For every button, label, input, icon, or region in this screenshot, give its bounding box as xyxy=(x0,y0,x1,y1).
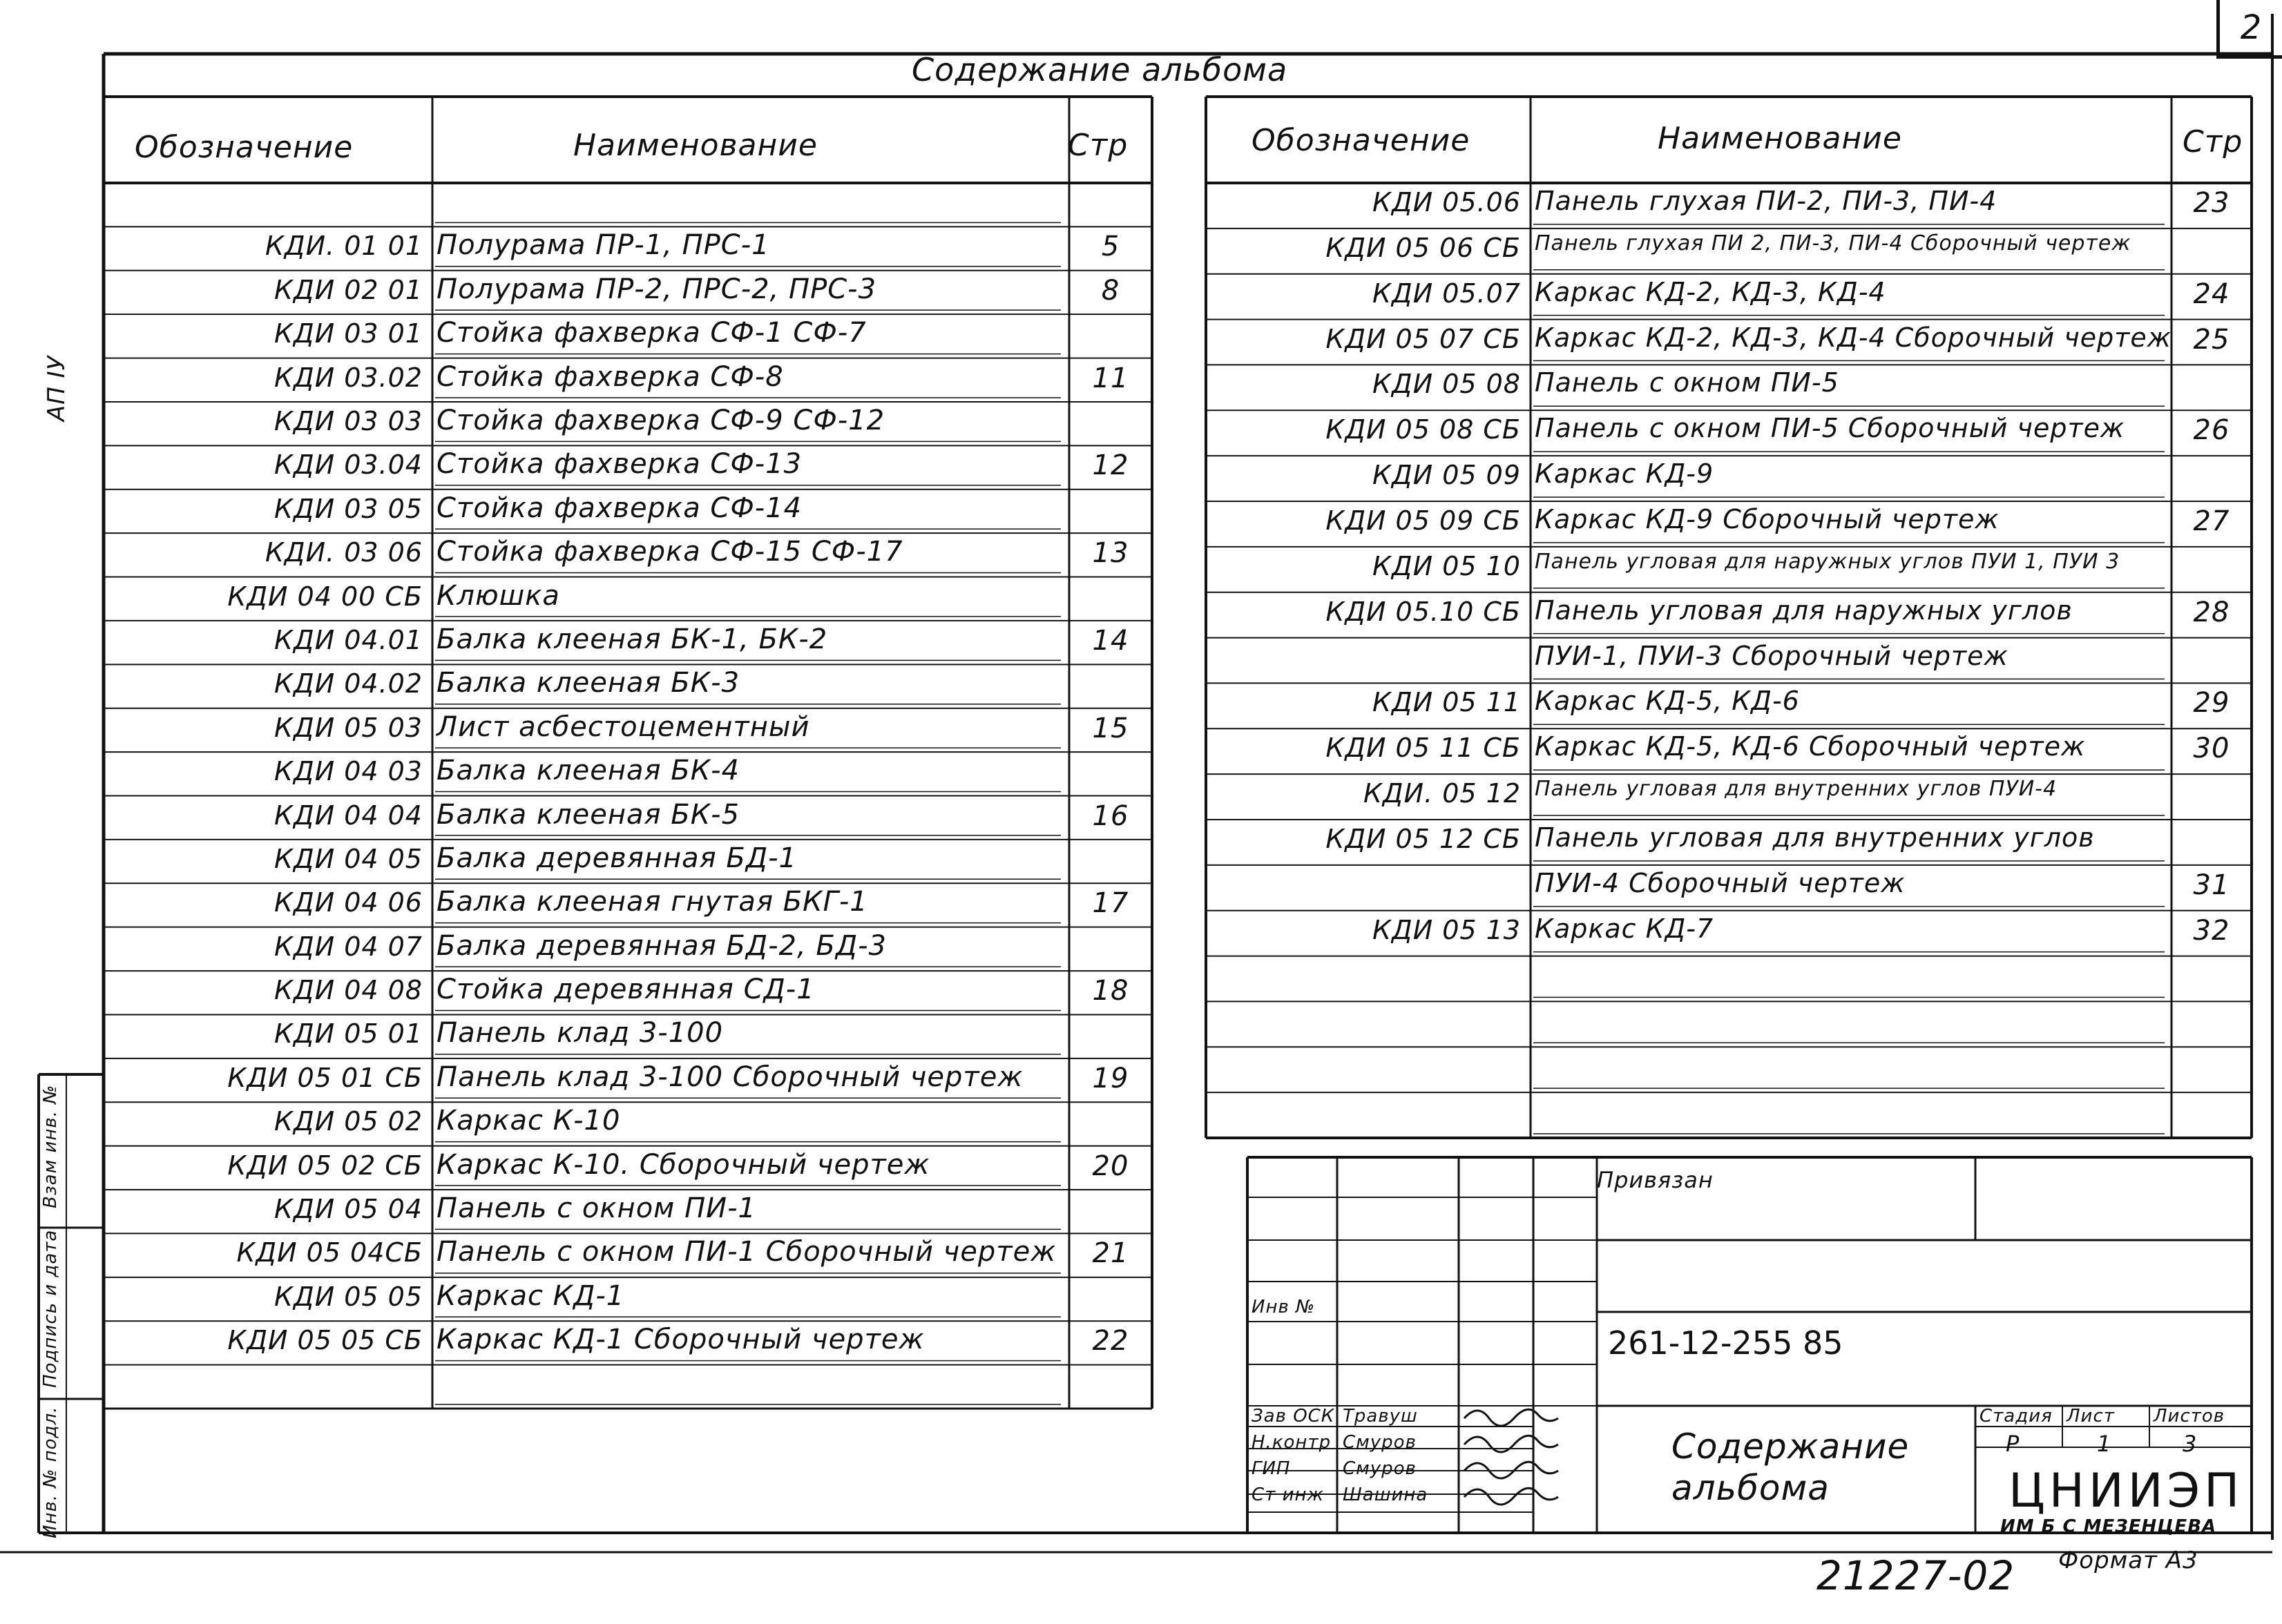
stage-label: Стадия xyxy=(1979,1406,2053,1427)
right-row-page: 26 xyxy=(2193,414,2230,447)
signer-name: Смуров xyxy=(1343,1432,1417,1453)
left-row-code: КДИ 05 05 xyxy=(274,1281,423,1312)
left-row-name: Стойка фахверка СФ-14 xyxy=(437,492,803,524)
left-row-name: Каркас К-10. Сборочный чертеж xyxy=(437,1148,930,1181)
right-row-page: 31 xyxy=(2193,869,2230,901)
right-row-page: 29 xyxy=(2193,687,2230,719)
right-row-code: КДИ 05 11 СБ xyxy=(1325,733,1521,764)
right-row-name: Панель угловая для внутренних углов xyxy=(1535,822,2095,853)
left-row-page: 22 xyxy=(1092,1325,1129,1357)
org-name: ЦНИИЭП xyxy=(2008,1464,2244,1518)
left-row-name: Балка клееная БК-5 xyxy=(437,798,740,831)
handwritten-signature xyxy=(1464,1436,1558,1452)
signer-name: Смуров xyxy=(1343,1458,1417,1479)
doc-title-line1: Содержание xyxy=(1671,1427,1910,1467)
left-row-code: КДИ 03 01 xyxy=(274,318,423,349)
left-row-name: Каркас КД-1 Сборочный чертеж xyxy=(437,1324,925,1356)
right-row-name: Панель с окном ПИ-5 xyxy=(1535,367,1839,398)
left-row-page: 8 xyxy=(1101,274,1120,307)
sheet-label: Лист xyxy=(2067,1406,2115,1427)
signer-role: Ст инж xyxy=(1252,1485,1324,1505)
left-row-code: КДИ 05 03 xyxy=(274,712,423,743)
stage-value: Р xyxy=(2006,1431,2020,1457)
left-row-code: КДИ 04 07 xyxy=(274,931,423,962)
right-row-page: 25 xyxy=(2193,323,2230,356)
left-row-page: 13 xyxy=(1092,537,1129,570)
left-row-name: Полурама ПР-2, ПРС-2, ПРС-3 xyxy=(437,273,877,305)
left-row-code: КДИ. 03 06 xyxy=(265,537,423,568)
left-row-code: КДИ 04 05 xyxy=(274,843,423,874)
left-row-name: Стойка фахверка СФ-15 СФ-17 xyxy=(437,536,903,568)
left-row-code: КДИ 04 03 xyxy=(274,756,423,787)
right-row-name: Каркас КД-5, КД-6 Сборочный чертеж xyxy=(1535,731,2086,762)
right-header-page: Стр xyxy=(2183,124,2243,160)
right-row-code: КДИ. 05 12 xyxy=(1363,778,1521,809)
left-row-page: 17 xyxy=(1092,887,1129,920)
left-row-code: КДИ 04 04 xyxy=(274,800,423,831)
left-row-name: Панель с окном ПИ-1 Сборочный чертеж xyxy=(437,1236,1057,1268)
left-row-code: КДИ. 01 01 xyxy=(265,231,423,262)
left-row-name: Балка клееная БК-1, БК-2 xyxy=(437,623,828,655)
right-row-name: Панель с окном ПИ-5 Сборочный чертеж xyxy=(1535,413,2125,444)
signer-role: Зав ОСК xyxy=(1252,1406,1335,1427)
left-row-page: 14 xyxy=(1092,624,1129,657)
right-row-code: КДИ 05 11 xyxy=(1372,687,1521,718)
org-subtitle: ИМ Б С МЕЗЕНЦЕВА xyxy=(2000,1516,2217,1537)
left-row-name: Стойка фахверка СФ-9 СФ-12 xyxy=(437,404,885,436)
right-row-name: Каркас КД-9 xyxy=(1535,458,1714,490)
sheet-value: 1 xyxy=(2097,1431,2112,1457)
right-row-name: Каркас КД-5, КД-6 xyxy=(1535,686,1800,717)
left-row-name: Лист асбестоцементный xyxy=(437,710,810,743)
left-header-name: Наименование xyxy=(573,128,818,163)
left-row-name: Балка деревянная БД-1 xyxy=(437,842,797,874)
right-row-code: КДИ 05 08 xyxy=(1372,369,1521,400)
left-row-page: 20 xyxy=(1092,1150,1129,1182)
left-row-page: 18 xyxy=(1092,975,1129,1007)
left-row-name: Балка клееная гнутая БКГ-1 xyxy=(437,886,868,918)
document-code: 261-12-255 85 xyxy=(1608,1324,1843,1362)
left-row-page: 12 xyxy=(1092,450,1129,482)
left-row-code: КДИ 05 04 xyxy=(274,1194,423,1225)
left-row-page: 16 xyxy=(1092,800,1129,832)
left-row-code: КДИ 03.02 xyxy=(274,362,423,393)
left-row-code: КДИ 05 02 СБ xyxy=(227,1150,423,1181)
left-row-name: Панель с окном ПИ-1 xyxy=(437,1192,756,1225)
right-row-name: Панель угловая для внутренних углов ПУИ-4 xyxy=(1535,777,2058,802)
right-header-code: Обозначение xyxy=(1252,123,1470,158)
left-row-code: КДИ 05 01 xyxy=(274,1018,423,1050)
right-row-name: Каркас КД-2, КД-3, КД-4 xyxy=(1535,276,1886,307)
right-row-name: Панель глухая ПИ-2, ПИ-3, ПИ-4 xyxy=(1535,186,1997,216)
left-row-code: КДИ 03 05 xyxy=(274,493,423,524)
side-stamp-replaced-inv: Взам инв. № xyxy=(40,1084,61,1208)
left-row-name: Балка деревянная БД-2, БД-3 xyxy=(437,929,887,962)
left-header-page: Стр xyxy=(1068,128,1129,163)
sheet-number: 2 xyxy=(2216,0,2282,59)
right-row-name: Каркас КД-2, КД-3, КД-4 Сборочный чертеж xyxy=(1535,322,2172,353)
inv-label: Инв № xyxy=(1252,1297,1316,1317)
linked-label: Привязан xyxy=(1597,1167,1714,1193)
left-row-page: 15 xyxy=(1092,712,1129,744)
left-row-name: Стойка фахверка СФ-13 xyxy=(437,448,803,481)
left-row-code: КДИ 05 04СБ xyxy=(236,1237,423,1268)
left-row-name: Стойка деревянная СД-1 xyxy=(437,974,815,1006)
left-header-code: Обозначение xyxy=(135,130,354,165)
right-row-name: ПУИ-1, ПУИ-3 Сборочный чертеж xyxy=(1535,640,2008,671)
right-row-page: 30 xyxy=(2193,733,2230,765)
right-row-name: Панель глухая ПИ 2, ПИ-3, ПИ-4 Сборочный чертеж xyxy=(1535,231,2131,255)
right-row-page: 27 xyxy=(2193,505,2230,537)
signer-role: ГИП xyxy=(1252,1458,1291,1479)
sheets-label: Листов xyxy=(2154,1406,2225,1427)
right-row-code: КДИ 05 09 СБ xyxy=(1325,505,1521,536)
left-row-name: Полурама ПР-1, ПРС-1 xyxy=(437,229,770,262)
left-row-name: Балка клееная БК-4 xyxy=(437,755,740,787)
right-row-code: КДИ 05 09 xyxy=(1372,460,1521,491)
left-row-name: Каркас К-10 xyxy=(437,1105,621,1137)
right-row-page: 24 xyxy=(2193,278,2230,310)
left-row-page: 11 xyxy=(1092,362,1129,394)
right-row-page: 28 xyxy=(2193,596,2230,628)
right-row-name: Панель угловая для наружных углов ПУИ 1, ПУИ 3 xyxy=(1535,549,2120,574)
page-title: Содержание альбома xyxy=(912,51,1288,88)
left-row-name: Панель клад 3-100 xyxy=(437,1017,724,1050)
side-stamp-signature-date: Подпись и дата xyxy=(40,1229,61,1388)
left-row-code: КДИ 05 05 СБ xyxy=(227,1325,423,1356)
right-row-name: Панель угловая для наружных углов xyxy=(1535,594,2073,626)
inventory-number: 21227-02 xyxy=(1816,1552,2015,1599)
right-row-code: КДИ 05 08 СБ xyxy=(1325,414,1521,445)
left-row-code: КДИ 04 00 СБ xyxy=(227,581,423,612)
left-row-code: КДИ 03.04 xyxy=(274,450,423,481)
right-row-name: ПУИ-4 Сборочный чертеж xyxy=(1535,867,1906,898)
left-row-name: Клюшка xyxy=(437,579,560,612)
right-row-code: КДИ 05 12 СБ xyxy=(1325,824,1521,854)
sheets-value: 3 xyxy=(2183,1431,2198,1457)
right-row-name: Каркас КД-7 xyxy=(1535,913,1714,944)
right-row-code: КДИ 05 10 xyxy=(1372,550,1521,581)
signer-name: Травуш xyxy=(1343,1406,1418,1427)
handwritten-signature xyxy=(1464,1409,1558,1426)
right-row-code: КДИ 05 07 СБ xyxy=(1325,323,1521,354)
right-row-code: КДИ 05.06 xyxy=(1372,187,1521,218)
left-row-code: КДИ 02 01 xyxy=(274,274,423,305)
right-header-name: Наименование xyxy=(1658,121,1902,156)
left-row-code: КДИ 04 08 xyxy=(274,975,423,1006)
signer-role: Н.контр xyxy=(1252,1432,1332,1453)
left-row-code: КДИ 04.01 xyxy=(274,624,423,655)
left-row-name: Каркас КД-1 xyxy=(437,1279,625,1312)
left-row-page: 21 xyxy=(1092,1237,1129,1270)
doc-title-line2: альбома xyxy=(1671,1468,1830,1508)
left-row-code: КДИ 05 02 xyxy=(274,1106,423,1137)
left-row-name: Стойка фахверка СФ-8 xyxy=(437,360,784,393)
handwritten-signature xyxy=(1464,1488,1558,1505)
left-row-name: Стойка фахверка СФ-1 СФ-7 xyxy=(437,317,867,349)
left-row-name: Балка клееная БК-3 xyxy=(437,667,740,699)
left-row-code: КДИ 03 03 xyxy=(274,405,423,436)
right-row-code: КДИ 05 06 СБ xyxy=(1325,232,1521,263)
signer-name: Шашина xyxy=(1343,1485,1428,1505)
right-row-page: 23 xyxy=(2193,187,2230,219)
right-row-code: КДИ 05 13 xyxy=(1372,914,1521,945)
left-row-name: Панель клад 3-100 Сборочный чертеж xyxy=(437,1061,1024,1093)
side-note: АП ІУ xyxy=(43,355,70,421)
left-row-code: КДИ 05 01 СБ xyxy=(227,1062,423,1093)
right-row-code: КДИ 05.07 xyxy=(1372,278,1521,309)
right-row-page: 32 xyxy=(2193,914,2230,947)
left-row-code: КДИ 04.02 xyxy=(274,668,423,699)
left-row-page: 19 xyxy=(1092,1062,1129,1094)
left-row-code: КДИ 04 06 xyxy=(274,887,423,918)
format-label: Формат А3 xyxy=(2058,1547,2198,1574)
right-row-code: КДИ 05.10 СБ xyxy=(1325,596,1521,627)
side-stamp-inv-orig: Инв. № подл. xyxy=(40,1406,61,1538)
left-row-page: 5 xyxy=(1101,231,1120,263)
right-row-name: Каркас КД-9 Сборочный чертеж xyxy=(1535,504,2000,534)
